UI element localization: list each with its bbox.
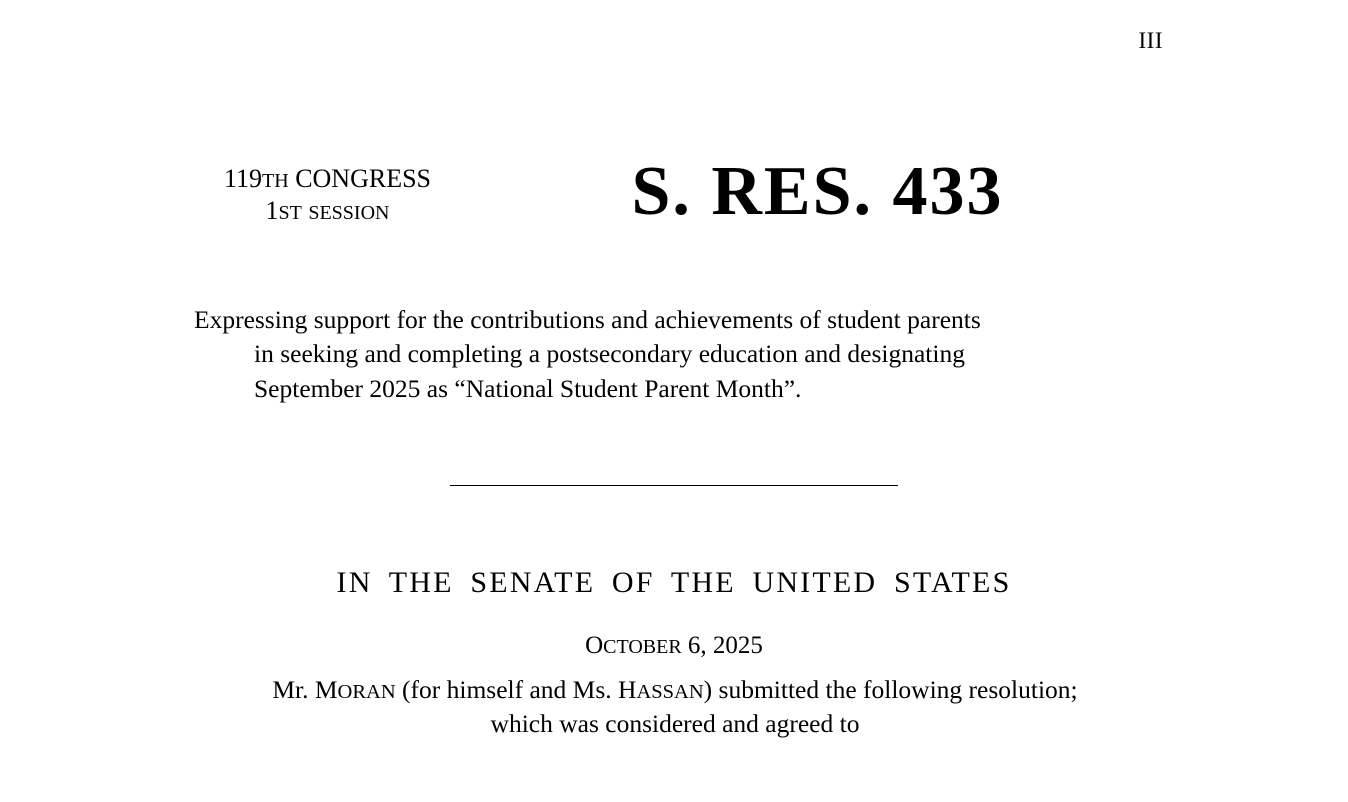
congress-number-suffix: TH [262, 170, 289, 192]
bill-number: S. RES. 433 [631, 153, 1004, 230]
sponsor-line-2: which was considered and agreed to [490, 709, 860, 739]
date-month-rest: CTOBER [603, 636, 682, 658]
date-day-year: 6, 2025 [681, 632, 763, 659]
sponsor-suffix: ) submitted the following resolution; [703, 675, 1078, 704]
page-number: III [1138, 28, 1163, 53]
chamber-heading: IN THE SENATE OF THE UNITED STATES [336, 566, 1012, 599]
congress-number: 119 [223, 164, 263, 193]
sponsor-paragraph [194, 673, 1156, 742]
document-header [190, 153, 1160, 230]
sponsor-name-hassan: ASSAN [636, 681, 704, 703]
date-month-initial: O [585, 632, 604, 659]
title-line-1: Expressing support for the contributions and achievements of student parents [194, 305, 981, 334]
congress-line [190, 163, 465, 195]
session-number: 1 [265, 195, 279, 225]
title-line-2: in seeking and completing a postsecondary education and designating [254, 339, 965, 369]
date-line [0, 632, 1348, 660]
sponsor-name-moran: ORAN [337, 681, 396, 703]
title-line-3: September 2025 as “National Student Parent Month”. [254, 373, 802, 403]
sponsor-line-1 [272, 675, 1077, 704]
session-line [190, 195, 465, 227]
document-title [194, 303, 1156, 406]
session-number-suffix: ST [278, 201, 302, 224]
horizontal-divider [450, 485, 898, 486]
session-word: SESSION [308, 201, 390, 224]
sponsor-prefix: Mr. M [272, 675, 338, 704]
congress-word: CONGRESS [295, 164, 432, 193]
congress-block [190, 155, 465, 226]
sponsor-middle: (for himself and Ms. H [395, 675, 637, 704]
